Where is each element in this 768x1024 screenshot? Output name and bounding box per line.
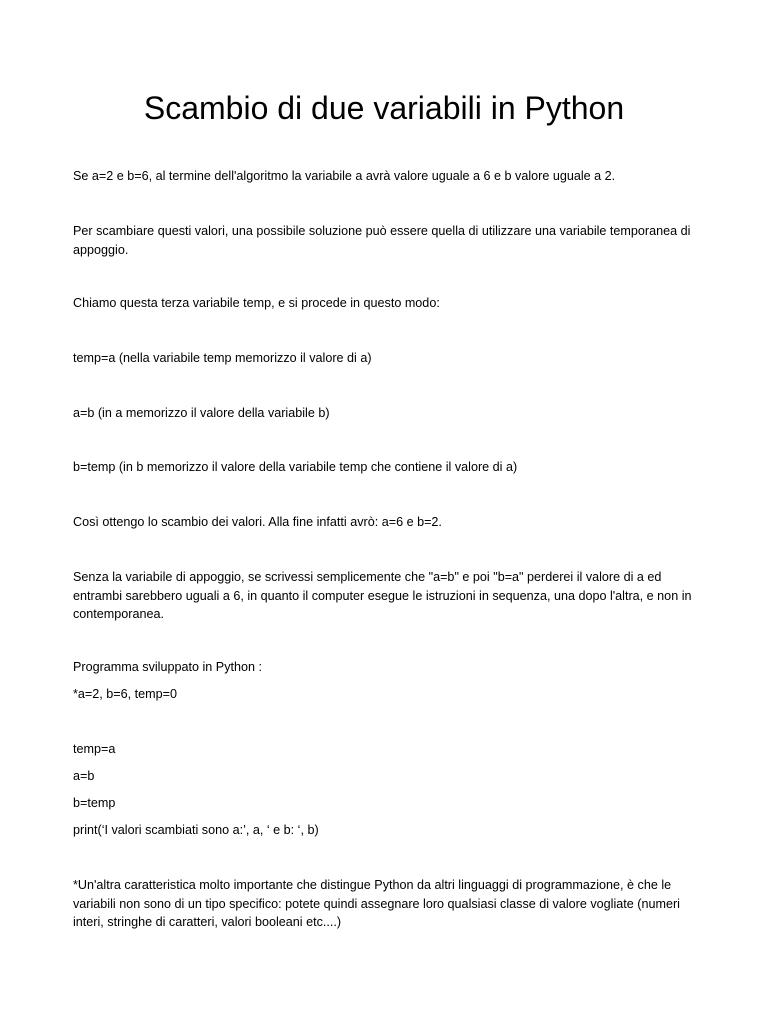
- step-temp-equals-a: temp=a (nella variabile temp memorizzo il valore di a): [73, 351, 372, 365]
- paragraph-intro: Se a=2 e b=6, al termine dell'algoritmo la variabile a avrà valore uguale a 6 e b valore uguale a 2.: [73, 169, 616, 183]
- paragraph-result: Così ottengo lo scambio dei valori. Alla fine infatti avrò: a=6 e b=2.: [73, 515, 442, 529]
- step-b-equals-temp: b=temp (in b memorizzo il valore della variabile temp che contiene il valore di a): [73, 460, 518, 474]
- page-title: Scambio di due variabili in Python: [143, 90, 625, 126]
- paragraph-footnote: *Un'altra caratteristica molto importante che distingue Python da altri linguaggi di programmazione, è che le variabili non sono di un tipo specifico: potete quindi assegnare loro qualsiasi classe di valore vogliate (numeri interi, stringhe di caratteri, valori booleani etc....): [73, 878, 680, 929]
- paragraph-solution: Per scambiare questi valori, una possibile soluzione può essere quella di utilizzare una variabile temporanea di appoggio.: [73, 224, 691, 257]
- paragraph-program-heading: Programma sviluppato in Python :: [73, 660, 262, 674]
- code-line-temp: temp=a: [73, 742, 116, 756]
- code-line-a: a=b: [73, 769, 95, 783]
- code-line-print: print(‘I valori scambiati sono a:’, a, ‘ e b: ‘, b): [73, 823, 319, 837]
- paragraph-without-temp: Senza la variabile di appoggio, se scrivessi semplicemente che "a=b" e poi "b=a" perderei il valore di a ed entrambi sarebbero uguali a 6, in quanto il computer esegue le istruzioni in sequenza, una dopo l'altra, e non in contemporanea.: [73, 570, 692, 621]
- paragraph-temp-variable: Chiamo questa terza variabile temp, e si procede in questo modo:: [73, 296, 440, 310]
- code-line-b: b=temp: [73, 796, 116, 810]
- code-line-init: *a=2, b=6, temp=0: [73, 687, 177, 701]
- step-a-equals-b: a=b (in a memorizzo il valore della variabile b): [73, 406, 330, 420]
